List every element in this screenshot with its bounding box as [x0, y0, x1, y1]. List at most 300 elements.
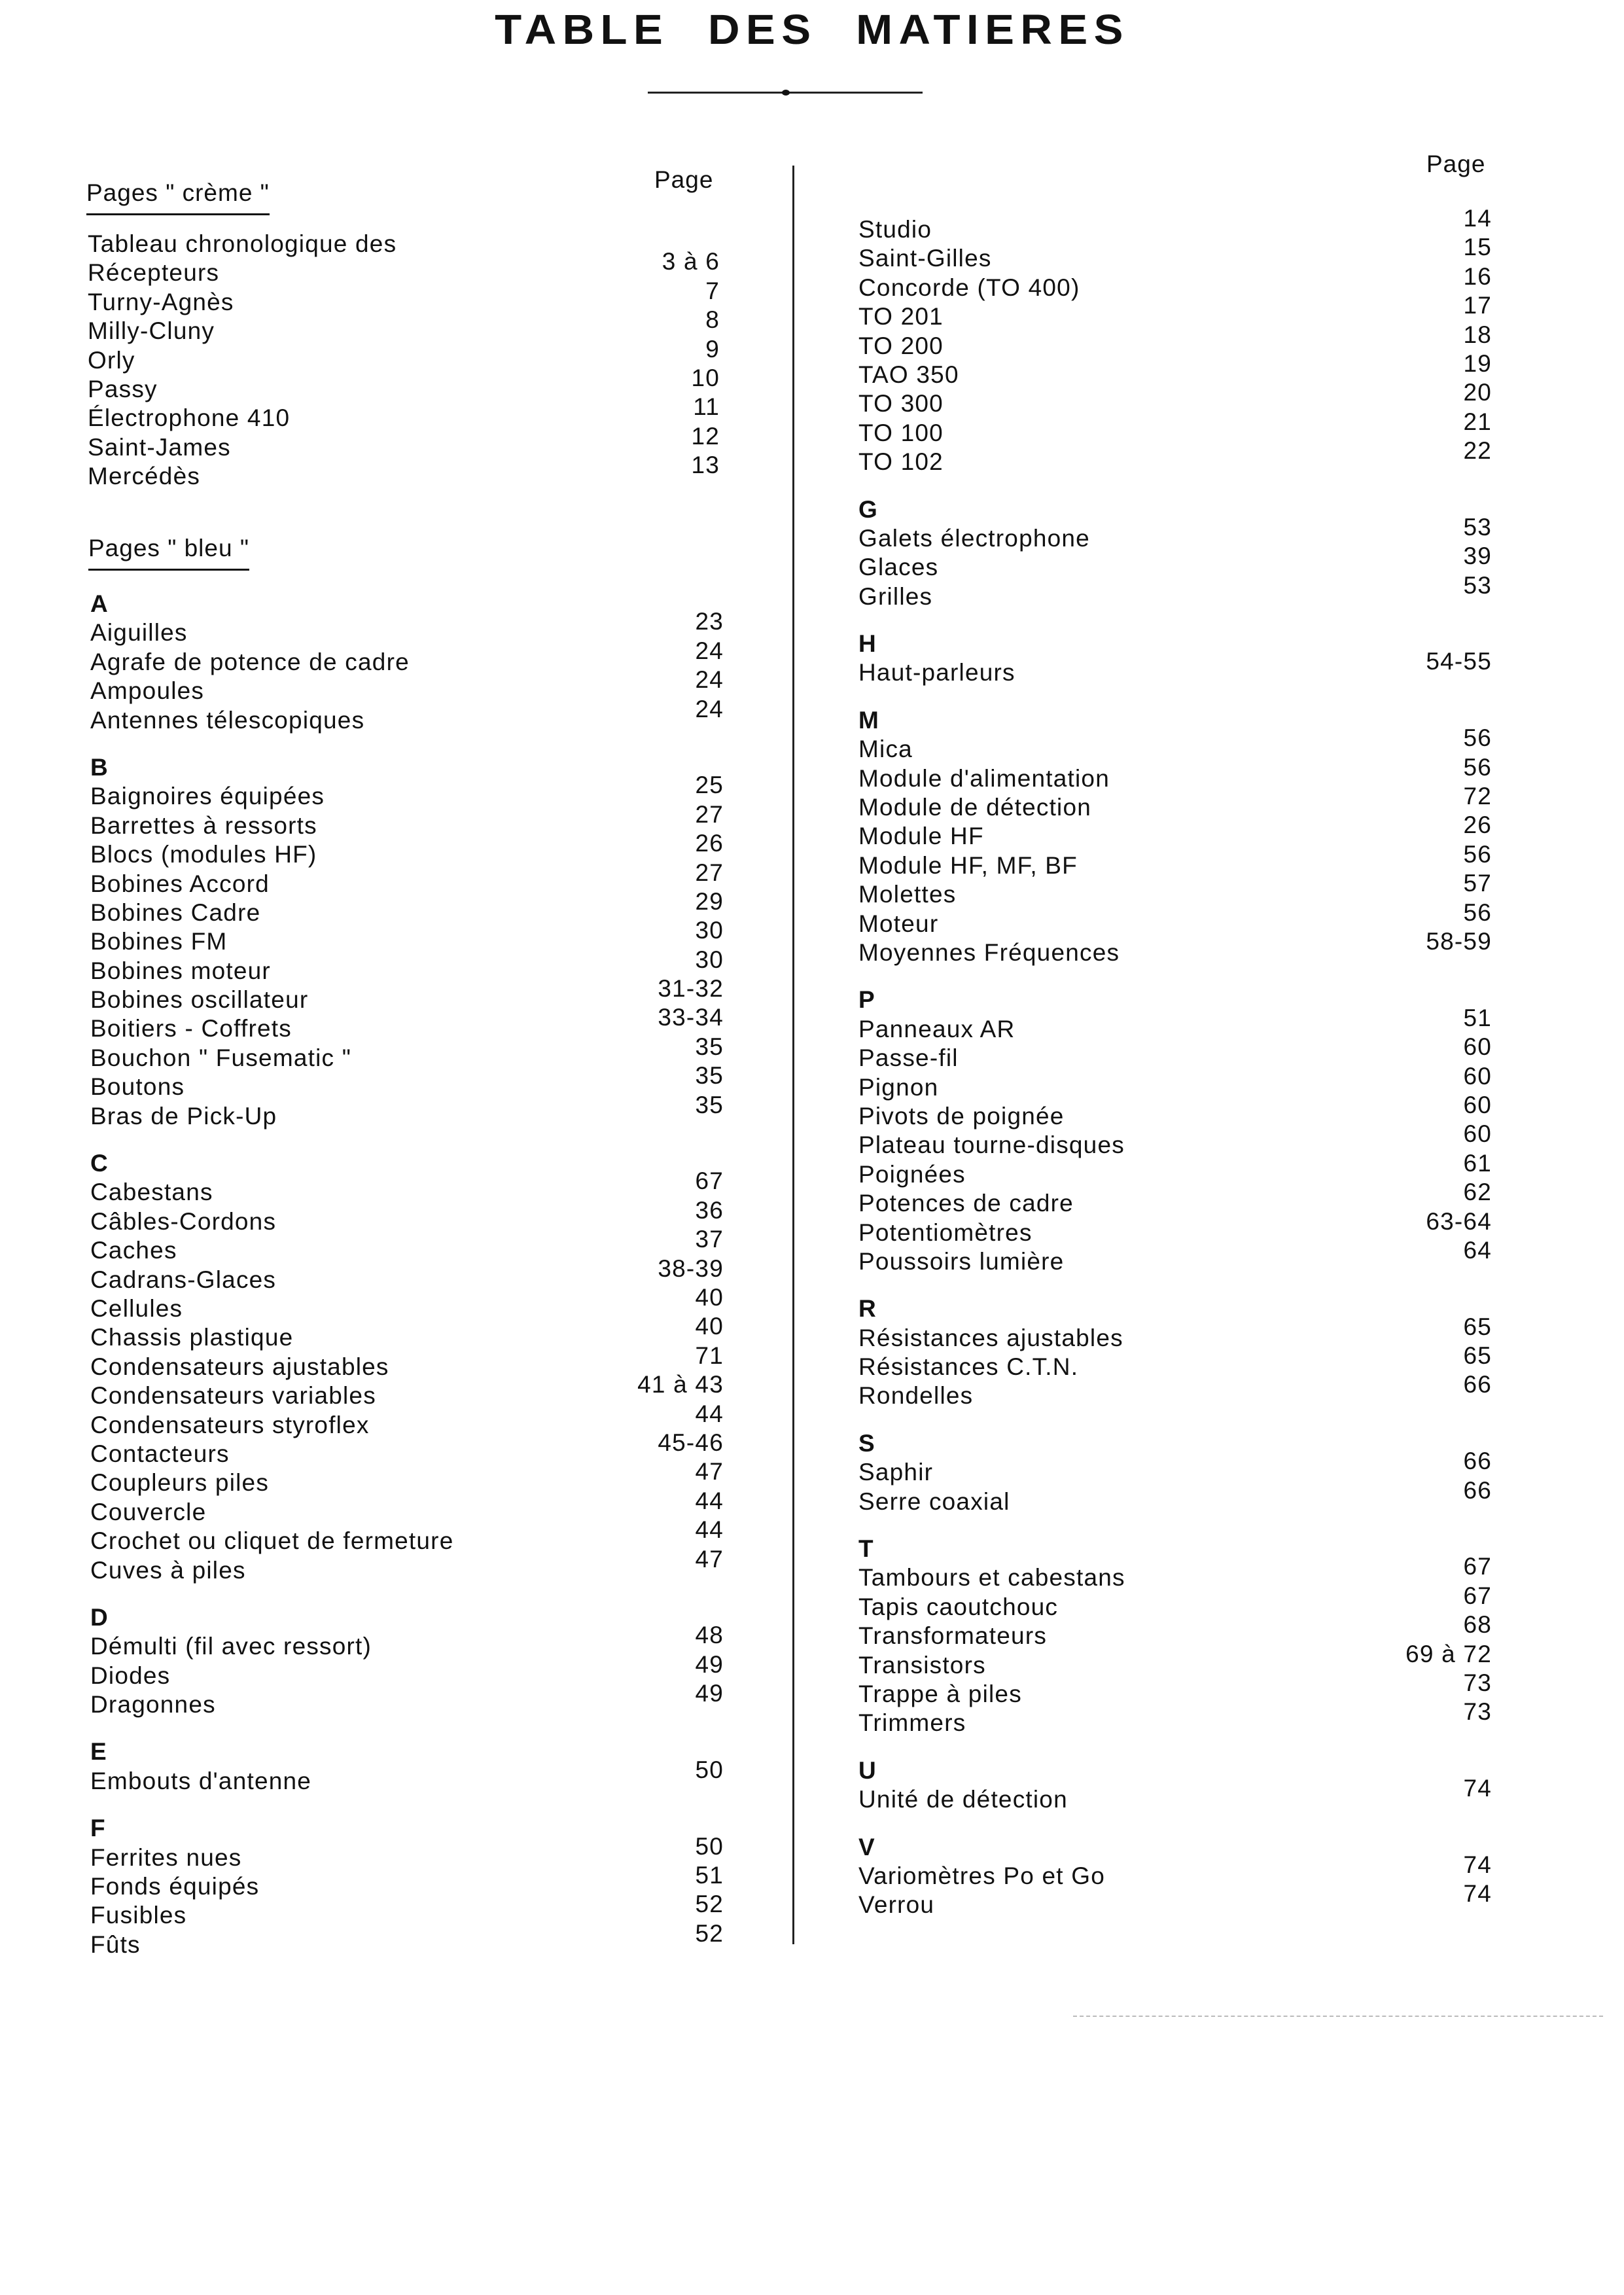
index-entry — [858, 234, 1492, 273]
entry-page: 74 — [1463, 1775, 1492, 1802]
entry-name: Bobines moteur — [90, 957, 271, 984]
index-entry — [90, 917, 724, 956]
index-entry — [858, 1062, 1492, 1102]
index-entry — [858, 1775, 1492, 1814]
index-entry — [90, 1622, 724, 1661]
entry-page: 29 — [695, 887, 724, 915]
index-entry — [858, 1120, 1492, 1160]
entry-page: 7 — [705, 277, 720, 304]
entry-name: Bobines oscillateur — [90, 986, 309, 1014]
entry-page: 56 — [1463, 724, 1492, 752]
creme-heading-underline — [86, 213, 270, 215]
index-entry — [858, 1179, 1492, 1218]
index-entry — [858, 840, 1492, 880]
entry-name: Moyennes Fréquences — [858, 938, 1120, 966]
entry-page: 14 — [1463, 205, 1492, 232]
entry-name: Unité de détection — [858, 1786, 1068, 1813]
entry-name: Transistors — [858, 1651, 986, 1679]
entry-page: 41 à 43 — [637, 1371, 724, 1398]
entry-name: Bobines FM — [90, 928, 228, 955]
section-letter: V — [858, 1833, 875, 1860]
entry-page: 25 — [695, 772, 724, 799]
left-page-header: Page — [654, 166, 714, 193]
index-entry — [90, 1429, 724, 1468]
entry-page: 60 — [1463, 1033, 1492, 1061]
index-entry — [90, 1196, 724, 1236]
index-entry — [90, 975, 724, 1014]
entry-page: 44 — [695, 1516, 724, 1544]
index-entry — [858, 898, 1492, 938]
entry-page: 52 — [695, 1919, 724, 1947]
entry-name: Poignées — [858, 1160, 966, 1188]
index-entry — [858, 1611, 1492, 1650]
entry-name: Tableau chronologique des — [88, 230, 397, 257]
entry-page: 8 — [705, 306, 720, 334]
entry-page: 38-39 — [658, 1254, 724, 1282]
entry-name: Tapis caoutchouc — [858, 1593, 1059, 1620]
entry-name: Blocs (modules HF) — [90, 841, 317, 868]
entry-name: Condensateurs styroflex — [90, 1411, 370, 1438]
section-letter: D — [90, 1603, 109, 1631]
entry-name: Agrafe de potence de cadre — [90, 648, 410, 675]
entry-name: Bouchon " Fusematic " — [90, 1044, 352, 1071]
section-letter: T — [858, 1535, 874, 1563]
entry-name: Moteur — [858, 910, 939, 937]
index-entry — [90, 1458, 724, 1497]
entry-page: 52 — [695, 1891, 724, 1918]
entry-name: Panneaux AR — [858, 1015, 1015, 1042]
entry-name: Module HF — [858, 823, 984, 850]
entry-page: 53 — [1463, 513, 1492, 541]
entry-page: 72 — [1463, 783, 1492, 810]
index-entry — [90, 1091, 724, 1131]
index-entry — [90, 1545, 724, 1585]
index-entry — [858, 1880, 1492, 1919]
index-entry — [858, 753, 1492, 793]
index-entry — [90, 1919, 724, 1959]
entry-name: Récepteurs — [88, 259, 220, 287]
entry-name: Variomètres Po et Go — [858, 1862, 1106, 1889]
entry-page: 30 — [695, 917, 724, 944]
entry-page: 31-32 — [658, 975, 724, 1003]
entry-page: 27 — [695, 859, 724, 886]
entry-page: 3 à 6 — [662, 248, 720, 276]
index-entry — [858, 408, 1492, 448]
index-entry — [88, 364, 720, 404]
index-entry — [858, 1149, 1492, 1189]
entry-name: Rondelles — [858, 1382, 974, 1410]
entry-name: Cellules — [90, 1294, 183, 1322]
entry-page: 35 — [695, 1033, 724, 1060]
index-entry — [88, 422, 720, 462]
entry-name: Bras de Pick-Up — [90, 1102, 277, 1130]
entry-page: 37 — [695, 1226, 724, 1253]
section-letter: R — [858, 1295, 877, 1323]
entry-page: 57 — [1463, 870, 1492, 897]
entry-name: Mercédès — [88, 463, 201, 490]
entry-name: TO 200 — [858, 332, 944, 359]
entry-page: 67 — [1463, 1553, 1492, 1580]
entry-page: 24 — [695, 695, 724, 722]
entry-name: Potentiomètres — [858, 1219, 1033, 1246]
entry-page: 73 — [1463, 1698, 1492, 1726]
index-entry — [90, 887, 724, 927]
entry-name: Passe-fil — [858, 1044, 959, 1072]
index-entry — [858, 724, 1492, 764]
left-bleu-index — [90, 590, 724, 1959]
entry-name: Trimmers — [858, 1709, 966, 1737]
entry-page: 23 — [695, 608, 724, 635]
index-entry — [90, 1167, 724, 1207]
entry-name: Haut-parleurs — [858, 659, 1015, 686]
entry-page: 13 — [691, 452, 720, 479]
entry-page: 67 — [1463, 1582, 1492, 1609]
entry-page: 27 — [695, 800, 724, 828]
entry-name: Aiguilles — [90, 619, 188, 647]
entry-name: Contacteurs — [90, 1440, 230, 1467]
entry-name: Serre coaxial — [858, 1487, 1010, 1515]
entry-page: 47 — [695, 1458, 724, 1486]
section-letter: H — [858, 630, 877, 658]
entry-name: Câbles-Cordons — [90, 1207, 277, 1235]
right-index — [858, 205, 1492, 1920]
entry-name: TO 201 — [858, 303, 944, 330]
entry-page: 67 — [695, 1167, 724, 1195]
entry-name: Tambours et cabestans — [858, 1564, 1125, 1592]
entry-name: Saint-James — [88, 433, 231, 461]
entry-page: 56 — [1463, 840, 1492, 868]
entry-name: Résistances ajustables — [858, 1324, 1123, 1351]
index-entry — [858, 437, 1492, 476]
entry-name: Turny-Agnès — [88, 288, 234, 315]
entry-name: Boitiers - Coffrets — [90, 1015, 292, 1042]
entry-name: Grilles — [858, 582, 933, 610]
index-entry — [90, 800, 724, 840]
entry-page: 40 — [695, 1283, 724, 1311]
entry-name: Cuves à piles — [90, 1556, 246, 1584]
entry-name: Embouts d'antenne — [90, 1767, 312, 1794]
entry-page: 69 à 72 — [1405, 1640, 1492, 1667]
index-entry — [90, 946, 724, 986]
entry-page: 30 — [695, 946, 724, 973]
index-entry — [90, 637, 724, 677]
entry-name: Studio — [858, 216, 932, 243]
entry-name: Démulti (fil avec ressort) — [90, 1633, 372, 1660]
index-entry — [90, 1342, 724, 1381]
index-entry — [858, 1236, 1492, 1276]
entry-page: 74 — [1463, 1880, 1492, 1908]
entry-name: Bobines Cadre — [90, 898, 261, 926]
section-letter: M — [858, 706, 880, 734]
entry-name: Boutons — [90, 1073, 185, 1101]
entry-page: 15 — [1463, 234, 1492, 261]
entry-name: Coupleurs piles — [90, 1469, 270, 1497]
index-entry — [858, 870, 1492, 909]
entry-name: Passy — [88, 375, 158, 402]
index-entry — [858, 1669, 1492, 1709]
entry-page: 39 — [1463, 543, 1492, 570]
page-title: TABLE DES MATIERES — [495, 6, 1129, 53]
entry-name: Plateau tourne-disques — [858, 1131, 1125, 1159]
entry-page: 73 — [1463, 1669, 1492, 1696]
entry-page: 71 — [695, 1342, 724, 1369]
entry-page: 65 — [1463, 1313, 1492, 1340]
entry-page: 20 — [1463, 379, 1492, 406]
index-entry — [90, 1832, 724, 1872]
creme-heading-text: Pages " crème " — [86, 179, 270, 206]
entry-page: 33-34 — [658, 1004, 724, 1031]
entry-name: TO 100 — [858, 419, 944, 446]
entry-name: Fonds équipés — [90, 1873, 260, 1900]
index-entry — [90, 1487, 724, 1527]
entry-name: Diodes — [90, 1662, 171, 1689]
entry-name: Glaces — [858, 554, 939, 581]
entry-name: Cabestans — [90, 1179, 213, 1206]
right-creme-list — [858, 205, 1492, 477]
index-entry — [858, 262, 1492, 302]
index-entry — [858, 811, 1492, 851]
entry-page: 56 — [1463, 753, 1492, 781]
entry-name: Cadrans-Glaces — [90, 1266, 277, 1293]
entry-page: 24 — [695, 637, 724, 664]
entry-page: 26 — [1463, 811, 1492, 839]
entry-page: 65 — [1463, 1342, 1492, 1370]
entry-page: 66 — [1463, 1476, 1492, 1504]
entry-page: 58-59 — [1426, 927, 1492, 955]
index-entry — [90, 1254, 724, 1294]
entry-page: 11 — [693, 393, 720, 421]
entry-page: 22 — [1463, 437, 1492, 465]
entry-page: 40 — [695, 1313, 724, 1340]
entry-name: Galets électrophone — [858, 524, 1090, 552]
entry-name: Bobines Accord — [90, 870, 270, 897]
entry-name: Mica — [858, 736, 913, 763]
index-entry — [858, 513, 1492, 553]
index-entry — [858, 349, 1492, 389]
entry-name: Module de détection — [858, 794, 1092, 821]
index-entry — [90, 1004, 724, 1043]
entry-name: Milly-Cluny — [88, 317, 215, 345]
index-entry — [90, 1062, 724, 1101]
entry-name: Crochet ou cliquet de fermeture — [90, 1527, 454, 1555]
index-entry — [858, 1342, 1492, 1381]
index-entry — [90, 1756, 724, 1796]
entry-page: 54-55 — [1426, 648, 1492, 675]
right-bleu-index — [858, 495, 1492, 1920]
entry-page: 44 — [695, 1487, 724, 1514]
index-entry — [90, 1371, 724, 1410]
index-entry — [90, 1283, 724, 1323]
entry-page: 24 — [695, 666, 724, 694]
entry-page: 50 — [695, 1832, 724, 1860]
index-entry — [88, 393, 720, 433]
index-entry — [90, 1033, 724, 1073]
entry-page: 44 — [695, 1400, 724, 1427]
entry-name: Chassis plastique — [90, 1324, 294, 1351]
bleu-heading — [88, 534, 249, 563]
bleu-heading-text: Pages " bleu " — [88, 535, 249, 561]
entry-page: 66 — [1463, 1371, 1492, 1398]
index-entry — [90, 666, 724, 705]
entry-name: Condensateurs ajustables — [90, 1353, 389, 1380]
index-entry — [858, 292, 1492, 331]
footer-rule — [1073, 2016, 1603, 2017]
index-entry — [88, 452, 720, 491]
column-divider — [792, 166, 794, 1944]
entry-name: TO 102 — [858, 448, 944, 476]
section-letter: E — [90, 1738, 107, 1766]
entry-name: Trappe à piles — [858, 1680, 1022, 1707]
entry-page: 12 — [691, 422, 720, 450]
section-letter: P — [858, 986, 875, 1014]
entry-name: Condensateurs variables — [90, 1382, 376, 1410]
entry-name: Ampoules — [90, 677, 205, 705]
entry-page: 74 — [1463, 1851, 1492, 1878]
entry-page: 56 — [1463, 898, 1492, 926]
section-letter: F — [90, 1815, 106, 1842]
entry-name: Saint-Gilles — [858, 245, 992, 272]
entry-page: 36 — [695, 1196, 724, 1224]
index-entry — [858, 321, 1492, 361]
index-entry — [88, 335, 720, 375]
index-entry — [858, 1553, 1492, 1592]
entry-page: 62 — [1463, 1179, 1492, 1206]
index-entry — [858, 1851, 1492, 1891]
entry-page: 50 — [695, 1756, 724, 1783]
index-entry — [90, 1516, 724, 1556]
section-letter: A — [90, 590, 109, 617]
entry-page: 9 — [705, 335, 720, 363]
entry-page: 61 — [1463, 1149, 1492, 1177]
index-entry — [858, 927, 1492, 967]
section-letter: U — [858, 1756, 877, 1784]
entry-page: 35 — [695, 1062, 724, 1090]
entry-page: 49 — [695, 1680, 724, 1707]
entry-name: Orly — [88, 346, 135, 374]
entry-name: Baignoires équipées — [90, 783, 325, 810]
entry-page: 17 — [1463, 292, 1492, 319]
index-entry — [90, 772, 724, 811]
entry-name: TO 300 — [858, 390, 944, 418]
entry-page: 19 — [1463, 349, 1492, 377]
index-entry — [858, 379, 1492, 418]
entry-name: Pivots de poignée — [858, 1102, 1065, 1130]
right-page-header: Page — [1426, 151, 1486, 177]
entry-page: 51 — [1463, 1004, 1492, 1031]
index-entry — [90, 1226, 724, 1265]
index-entry — [88, 248, 720, 287]
entry-name: Transformateurs — [858, 1622, 1048, 1650]
entry-page: 60 — [1463, 1091, 1492, 1118]
section-letter: C — [90, 1150, 109, 1177]
entry-name: Verrou — [858, 1891, 935, 1919]
index-entry — [858, 783, 1492, 822]
index-entry — [858, 1371, 1492, 1410]
entry-name: Module HF, MF, BF — [858, 851, 1078, 879]
index-entry — [858, 1313, 1492, 1353]
entry-page: 48 — [695, 1622, 724, 1649]
index-entry — [858, 1698, 1492, 1737]
index-entry — [90, 1313, 724, 1352]
entry-name: Antennes télescopiques — [90, 706, 365, 734]
entry-name: Saphir — [858, 1459, 934, 1486]
index-entry — [88, 230, 720, 258]
index-entry — [88, 306, 720, 346]
entry-name: Pignon — [858, 1073, 939, 1101]
entry-name: TAO 350 — [858, 361, 959, 388]
index-entry — [858, 1582, 1492, 1622]
index-entry — [90, 695, 724, 735]
index-entry — [858, 1091, 1492, 1131]
entry-page: 35 — [695, 1091, 724, 1118]
section-letter: B — [90, 753, 109, 781]
entry-page: 66 — [1463, 1448, 1492, 1475]
index-entry — [858, 648, 1492, 687]
entry-page: 53 — [1463, 571, 1492, 599]
entry-name: Barrettes à ressorts — [90, 811, 317, 839]
entry-name: Poussoirs lumière — [858, 1247, 1065, 1275]
index-entry — [858, 571, 1492, 611]
index-entry — [858, 1207, 1492, 1247]
section-letter: S — [858, 1429, 875, 1457]
bleu-heading-underline — [88, 569, 249, 571]
index-entry — [858, 543, 1492, 582]
section-letter: G — [858, 495, 878, 523]
index-entry — [88, 277, 720, 317]
index-entry — [90, 830, 724, 869]
entry-page: 60 — [1463, 1120, 1492, 1148]
index-entry — [858, 1476, 1492, 1516]
index-entry — [858, 1033, 1492, 1073]
entry-page: 60 — [1463, 1062, 1492, 1090]
entry-page: 64 — [1463, 1236, 1492, 1264]
creme-heading — [86, 179, 270, 207]
entry-name: Fûts — [90, 1930, 141, 1958]
index-entry — [90, 608, 724, 647]
entry-name: Couvercle — [90, 1498, 207, 1525]
index-entry — [90, 859, 724, 898]
entry-page: 26 — [695, 830, 724, 857]
entry-page: 68 — [1463, 1611, 1492, 1639]
entry-name: Module d'alimentation — [858, 764, 1110, 792]
index-entry — [858, 1448, 1492, 1487]
entry-name: Électrophone 410 — [88, 404, 291, 432]
entry-name: Ferrites nues — [90, 1843, 242, 1871]
entry-page: 51 — [695, 1862, 724, 1889]
entry-name: Fusibles — [90, 1902, 187, 1929]
index-entry — [858, 1004, 1492, 1044]
index-entry — [90, 1862, 724, 1901]
index-entry — [90, 1680, 724, 1719]
index-entry — [858, 1640, 1492, 1680]
index-entry — [90, 1650, 724, 1690]
entry-name: Concorde (TO 400) — [858, 274, 1080, 301]
index-entry — [858, 205, 1492, 244]
entry-name: Résistances C.T.N. — [858, 1353, 1079, 1381]
entry-page: 16 — [1463, 262, 1492, 290]
entry-page: 18 — [1463, 321, 1492, 348]
left-creme-list — [88, 230, 720, 491]
entry-page: 45-46 — [658, 1429, 724, 1456]
title-ornament — [782, 90, 790, 96]
entry-name: Molettes — [858, 881, 957, 908]
index-entry — [90, 1400, 724, 1440]
entry-page: 47 — [695, 1545, 724, 1573]
entry-name: Potences de cadre — [858, 1190, 1074, 1217]
entry-page: 21 — [1463, 408, 1492, 435]
entry-page: 63-64 — [1426, 1207, 1492, 1235]
entry-name: Caches — [90, 1237, 177, 1264]
